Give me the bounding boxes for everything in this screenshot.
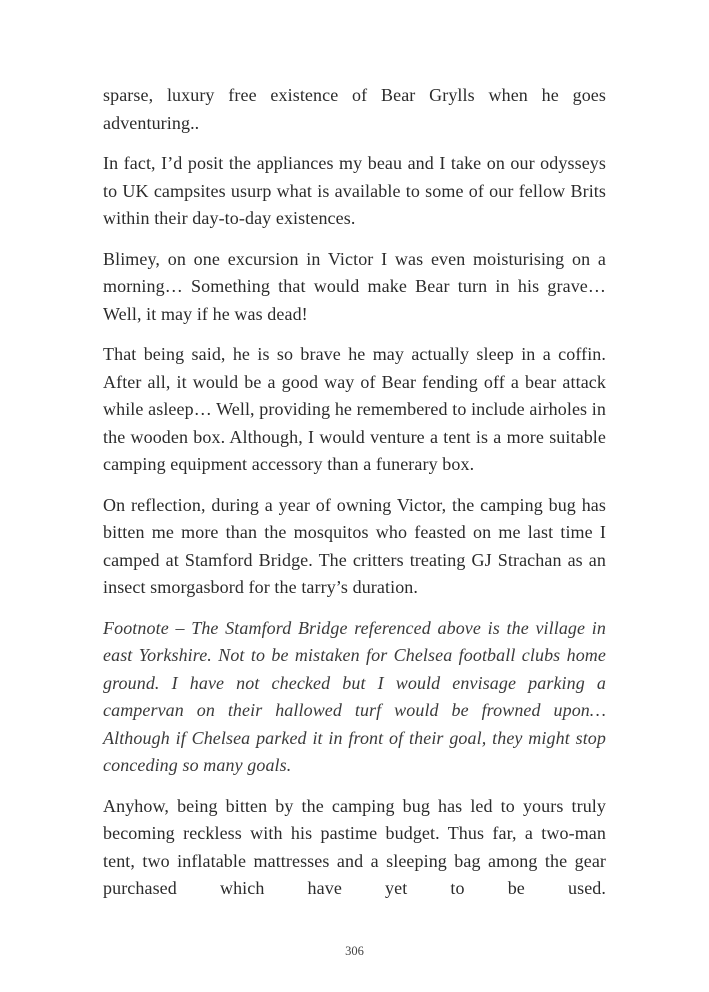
paragraph-5: On reflection, during a year of owning Victor, the camping bug has bitten me more than the mosquitos who feasted on me last time I camped at Stamford Bridge. The critters treating GJ Strachan as an insect smorgasbord for the tarry’s duration. <box>103 494 606 597</box>
paragraph-1: sparse, luxury free existence of Bear Grylls when he goes adventuring.. <box>103 85 606 133</box>
footnote-paragraph: Footnote – The Stamford Bridge referenced above is the village in east Yorkshire. Not to be mistaken for Chelsea football clubs home ground. I have not checked but I would envisage parking a campervan on their hallowed turf would be frowned upon… Although if Chelsea parked it in front of their goal, they might stop conceding so many goals. <box>103 617 606 775</box>
paragraph-4: That being said, he is so brave he may actually sleep in a coffin. After all, it would be a good way of Bear fending off a bear attack while asleep… Well, providing he remembered to include airholes in the wooden box. Although, I would venture a tent is a more suitable camping equipment accessory than a funerary box. <box>103 344 606 474</box>
paragraph-2: In fact, I’d posit the appliances my beau and I take on our odysseys to UK campsites usurp what is available to some of our fellow Brits within their day-to-day existences. <box>103 153 606 228</box>
page-number: 306 <box>345 944 364 958</box>
paragraph-7: Anyhow, being bitten by the camping bug has led to yours truly becoming reckless with his pastime budget. Thus far, a two-man tent, two inflatable mattresses and a sleeping bag among the gear purchased which have yet to be used. <box>103 795 606 898</box>
paragraph-3: Blimey, on one excursion in Victor I was even moisturising on a morning… Something that would make Bear turn in his grave… Well, it may if he was dead! <box>103 248 606 324</box>
